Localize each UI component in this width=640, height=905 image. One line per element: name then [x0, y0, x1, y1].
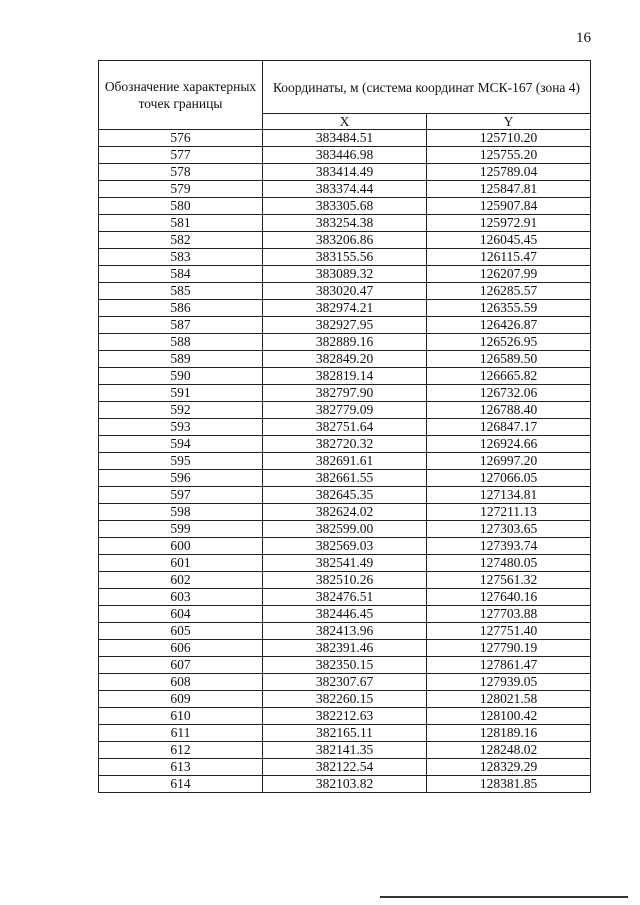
point-cell: 611 — [99, 725, 263, 742]
x-cell: 382307.67 — [263, 674, 427, 691]
table-row — [99, 181, 591, 198]
y-cell: 127751.40 — [427, 623, 591, 640]
point-cell: 598 — [99, 504, 263, 521]
table-row — [99, 368, 591, 385]
x-cell: 382260.15 — [263, 691, 427, 708]
table-header — [99, 61, 591, 130]
page-number: 16 — [576, 30, 591, 46]
y-cell: 127561.32 — [427, 572, 591, 589]
point-cell: 588 — [99, 334, 263, 351]
y-header: Y — [427, 114, 591, 130]
table-row — [99, 555, 591, 572]
point-cell: 579 — [99, 181, 263, 198]
x-cell: 382974.21 — [263, 300, 427, 317]
y-cell: 126589.50 — [427, 351, 591, 368]
table-row — [99, 759, 591, 776]
x-cell: 382779.09 — [263, 402, 427, 419]
y-cell: 126847.17 — [427, 419, 591, 436]
x-cell: 382212.63 — [263, 708, 427, 725]
x-cell: 382476.51 — [263, 589, 427, 606]
y-cell: 127066.05 — [427, 470, 591, 487]
table-row — [99, 385, 591, 402]
x-cell: 382927.95 — [263, 317, 427, 334]
point-cell: 607 — [99, 657, 263, 674]
coordinates-header: Координаты, м (система координат МСК-167 (зона 4) — [263, 61, 591, 114]
x-cell: 382391.46 — [263, 640, 427, 657]
x-cell: 382661.55 — [263, 470, 427, 487]
point-cell: 610 — [99, 708, 263, 725]
table-row — [99, 538, 591, 555]
table-row — [99, 487, 591, 504]
y-cell: 125907.84 — [427, 198, 591, 215]
y-cell: 128100.42 — [427, 708, 591, 725]
table-row — [99, 776, 591, 793]
x-cell: 383155.56 — [263, 249, 427, 266]
y-cell: 125755.20 — [427, 147, 591, 164]
y-cell: 126997.20 — [427, 453, 591, 470]
table-row — [99, 334, 591, 351]
y-cell: 126426.87 — [427, 317, 591, 334]
point-cell: 605 — [99, 623, 263, 640]
y-cell: 126355.59 — [427, 300, 591, 317]
x-cell: 383484.51 — [263, 130, 427, 147]
table-row — [99, 725, 591, 742]
x-cell: 382645.35 — [263, 487, 427, 504]
table-row — [99, 300, 591, 317]
x-cell: 382103.82 — [263, 776, 427, 793]
table-row — [99, 215, 591, 232]
point-cell: 609 — [99, 691, 263, 708]
x-cell: 382413.96 — [263, 623, 427, 640]
table-row — [99, 572, 591, 589]
point-cell: 612 — [99, 742, 263, 759]
point-cell: 576 — [99, 130, 263, 147]
table-row — [99, 249, 591, 266]
y-cell: 127480.05 — [427, 555, 591, 572]
table-row — [99, 623, 591, 640]
x-cell: 382510.26 — [263, 572, 427, 589]
point-cell: 583 — [99, 249, 263, 266]
x-cell: 383206.86 — [263, 232, 427, 249]
y-cell: 128021.58 — [427, 691, 591, 708]
table-row — [99, 606, 591, 623]
x-cell: 382720.32 — [263, 436, 427, 453]
x-cell: 382122.54 — [263, 759, 427, 776]
table-row — [99, 589, 591, 606]
point-cell: 597 — [99, 487, 263, 504]
y-cell: 128329.29 — [427, 759, 591, 776]
x-cell: 383254.38 — [263, 215, 427, 232]
table-row — [99, 130, 591, 147]
y-cell: 127939.05 — [427, 674, 591, 691]
y-cell: 128189.16 — [427, 725, 591, 742]
point-cell: 608 — [99, 674, 263, 691]
point-cell: 601 — [99, 555, 263, 572]
y-cell: 127861.47 — [427, 657, 591, 674]
x-cell: 382446.45 — [263, 606, 427, 623]
point-cell: 592 — [99, 402, 263, 419]
y-cell: 126115.47 — [427, 249, 591, 266]
y-cell: 126526.95 — [427, 334, 591, 351]
x-cell: 382350.15 — [263, 657, 427, 674]
table-row — [99, 708, 591, 725]
point-cell: 603 — [99, 589, 263, 606]
y-cell: 127303.65 — [427, 521, 591, 538]
table-row — [99, 198, 591, 215]
y-cell: 125847.81 — [427, 181, 591, 198]
y-cell: 126045.45 — [427, 232, 591, 249]
point-cell: 594 — [99, 436, 263, 453]
table-row — [99, 419, 591, 436]
point-cell: 599 — [99, 521, 263, 538]
point-cell: 614 — [99, 776, 263, 793]
x-cell: 382819.14 — [263, 368, 427, 385]
x-cell: 382624.02 — [263, 504, 427, 521]
x-cell: 382691.61 — [263, 453, 427, 470]
x-cell: 383305.68 — [263, 198, 427, 215]
y-cell: 127134.81 — [427, 487, 591, 504]
y-cell: 127393.74 — [427, 538, 591, 555]
y-cell: 125972.91 — [427, 215, 591, 232]
table-row — [99, 232, 591, 249]
table-row — [99, 504, 591, 521]
y-cell: 126788.40 — [427, 402, 591, 419]
y-cell: 127640.16 — [427, 589, 591, 606]
x-cell: 383446.98 — [263, 147, 427, 164]
table-row — [99, 470, 591, 487]
bottom-rule — [380, 896, 628, 898]
point-cell: 585 — [99, 283, 263, 300]
x-cell: 382889.16 — [263, 334, 427, 351]
x-cell: 382751.64 — [263, 419, 427, 436]
table-row — [99, 147, 591, 164]
point-cell: 606 — [99, 640, 263, 657]
point-cell: 584 — [99, 266, 263, 283]
point-cell: 591 — [99, 385, 263, 402]
point-cell: 595 — [99, 453, 263, 470]
table-row — [99, 674, 591, 691]
table-row — [99, 266, 591, 283]
table-row — [99, 436, 591, 453]
y-cell: 126665.82 — [427, 368, 591, 385]
table-row — [99, 521, 591, 538]
x-header: X — [263, 114, 427, 130]
point-cell: 600 — [99, 538, 263, 555]
y-cell: 128381.85 — [427, 776, 591, 793]
table-row — [99, 742, 591, 759]
y-cell: 128248.02 — [427, 742, 591, 759]
point-cell: 586 — [99, 300, 263, 317]
x-cell: 382797.90 — [263, 385, 427, 402]
table-row — [99, 351, 591, 368]
point-cell: 590 — [99, 368, 263, 385]
table-row — [99, 317, 591, 334]
point-cell: 604 — [99, 606, 263, 623]
y-cell: 127211.13 — [427, 504, 591, 521]
y-cell: 127790.19 — [427, 640, 591, 657]
table-row — [99, 453, 591, 470]
x-cell: 383020.47 — [263, 283, 427, 300]
y-cell: 126732.06 — [427, 385, 591, 402]
table-row — [99, 640, 591, 657]
y-cell: 125710.20 — [427, 130, 591, 147]
x-cell: 383089.32 — [263, 266, 427, 283]
point-cell: 578 — [99, 164, 263, 181]
x-cell: 382141.35 — [263, 742, 427, 759]
table-body — [99, 130, 591, 793]
table-row — [99, 657, 591, 674]
point-cell: 587 — [99, 317, 263, 334]
coordinates-table — [98, 60, 591, 793]
y-cell: 125789.04 — [427, 164, 591, 181]
point-cell: 589 — [99, 351, 263, 368]
table-row — [99, 283, 591, 300]
point-cell: 596 — [99, 470, 263, 487]
table-row — [99, 402, 591, 419]
point-cell: 580 — [99, 198, 263, 215]
y-cell: 126924.66 — [427, 436, 591, 453]
point-cell: 581 — [99, 215, 263, 232]
x-cell: 382599.00 — [263, 521, 427, 538]
table-row — [99, 691, 591, 708]
point-cell: 577 — [99, 147, 263, 164]
y-cell: 126285.57 — [427, 283, 591, 300]
x-cell: 382569.03 — [263, 538, 427, 555]
x-cell: 383414.49 — [263, 164, 427, 181]
point-cell: 602 — [99, 572, 263, 589]
point-cell: 593 — [99, 419, 263, 436]
x-cell: 382165.11 — [263, 725, 427, 742]
x-cell: 382541.49 — [263, 555, 427, 572]
point-cell: 613 — [99, 759, 263, 776]
designation-header: Обозначение характерных точек границы — [99, 61, 263, 130]
x-cell: 382849.20 — [263, 351, 427, 368]
y-cell: 126207.99 — [427, 266, 591, 283]
x-cell: 383374.44 — [263, 181, 427, 198]
table-row — [99, 164, 591, 181]
y-cell: 127703.88 — [427, 606, 591, 623]
point-cell: 582 — [99, 232, 263, 249]
